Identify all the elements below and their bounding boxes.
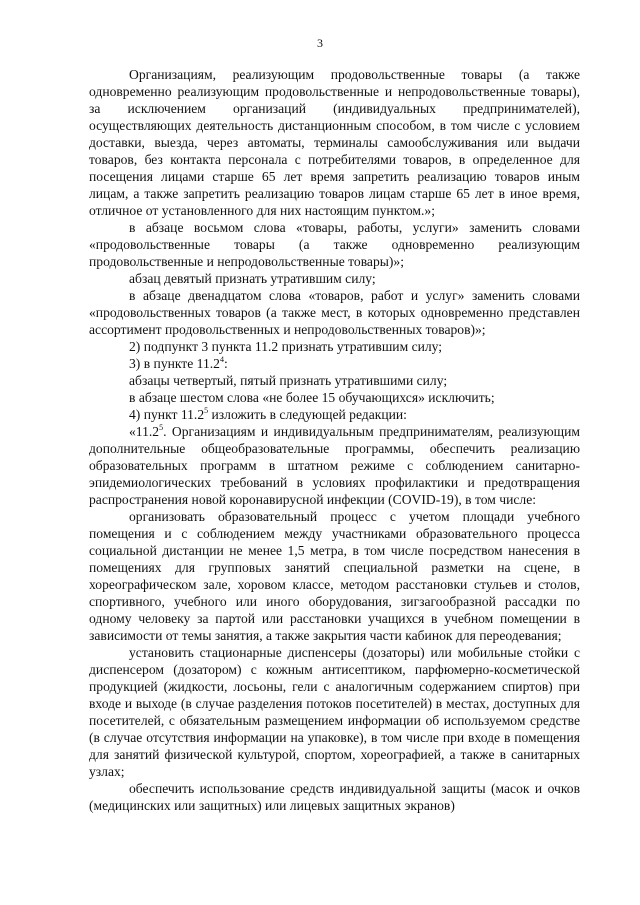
paragraph bbox=[89, 355, 580, 372]
paragraph: в абзаце восьмом слова «товары, работы, услуги» заменить словами «продовольственные товары (а также одновременно реализующим продовольственные и непродовольственные товары)»; bbox=[89, 220, 580, 269]
paragraph-text: 3) в пункте 11.2 bbox=[129, 356, 220, 371]
paragraph: в абзаце двенадцатом слова «товаров, работ и услуг» заменить словами «продовольственных товаров (а также мест, в которых одновременно представлен ассортимент продовольственных и непродовольственных товаров)»; bbox=[89, 288, 580, 337]
paragraph: в абзаце шестом слова «не более 15 обучающихся» исключить; bbox=[129, 390, 495, 405]
document-body bbox=[89, 66, 580, 814]
superscript: 4 bbox=[219, 355, 224, 364]
paragraph: абзацы четвертый, пятый признать утратившими силу; bbox=[129, 373, 448, 388]
paragraph-text: . Организациям и индивидуальным предпринимателям, реализующим дополнительные общеобразовательные программы, обеспечить реализацию образовательных программ в штатном режиме с соблюдением санитарно-эпидемиологических требований в условиях профилактики и предотвращения распространения новой коронавирусной инфекции (COVID-19), в том числе: bbox=[89, 424, 580, 507]
paragraph: организовать образовательный процесс с учетом площади учебного помещения и с соблюдением между участниками образовательного процесса социальной дистанции не менее 1,5 метра, в том числе посредством нанесения в помещениях для групповых занятий специальной разметки на сцене, в хореографическом зале, хоровом классе, методом расстановки стульев и столов, спортивного, учебного или иного оборудования, зигзагообразной рассадки по одному человеку за партой или расстановки учащихся в учебном помещении в зависимости от темы занятия, а также закрытия части кабинок для переодевания; bbox=[89, 509, 580, 643]
superscript: 5 bbox=[204, 406, 209, 415]
paragraph-text: : bbox=[223, 356, 228, 371]
paragraph: обеспечить использование средств индивидуальной защиты (масок и очков (медицинских или защитных) или лицевых защитных экранов) bbox=[89, 781, 580, 813]
paragraph: Организациям, реализующим продовольственные товары (а также одновременно реализующим продовольственные и непродовольственные товары), за исключением организаций (индивидуальных предпринимателей), осуществляющих деятельность дистанционным способом, в том числе с условием доставки, выезда, через автоматы, терминалы самообслуживания или выдачи товаров, без контакта персонала с потребителями товаров, в определенное для посещения лицами старше 65 лет время запретить реализацию товаров иным лицам, а также запретить реализацию товаров лицам старше 65 лет в иное время, отличное от установленного для них настоящим пунктом.»; bbox=[89, 67, 580, 218]
paragraph-text: «11.2 bbox=[129, 424, 160, 439]
paragraph-text: изложить в следующей редакции: bbox=[208, 407, 407, 422]
page-number: 3 bbox=[317, 36, 323, 50]
paragraph bbox=[89, 406, 580, 423]
paragraph: 2) подпункт 3 пункта 11.2 признать утратившим силу; bbox=[129, 339, 443, 354]
paragraph bbox=[89, 423, 580, 508]
paragraph: абзац девятый признать утратившим силу; bbox=[129, 271, 376, 286]
superscript: 5 bbox=[159, 423, 164, 432]
paragraph: установить стационарные диспенсеры (дозаторы) или мобильные стойки с диспенсером (дозатором) с кожным антисептиком, парфюмерно-косметической продукцией (жидкости, лосьоны, гели с аналогичным содержанием спиртов) при входе и выходе (в случае разделения потоков посетителей) в местах, доступных для посетителей, с обязательным размещением информации об используемом средстве (в случае отсутствия информации на упаковке), в том числе при входе в помещения для занятий физической культурой, спортом, хореографией, а также в санитарных узлах; bbox=[89, 645, 580, 779]
paragraph-text: 4) пункт 11.2 bbox=[129, 407, 205, 422]
